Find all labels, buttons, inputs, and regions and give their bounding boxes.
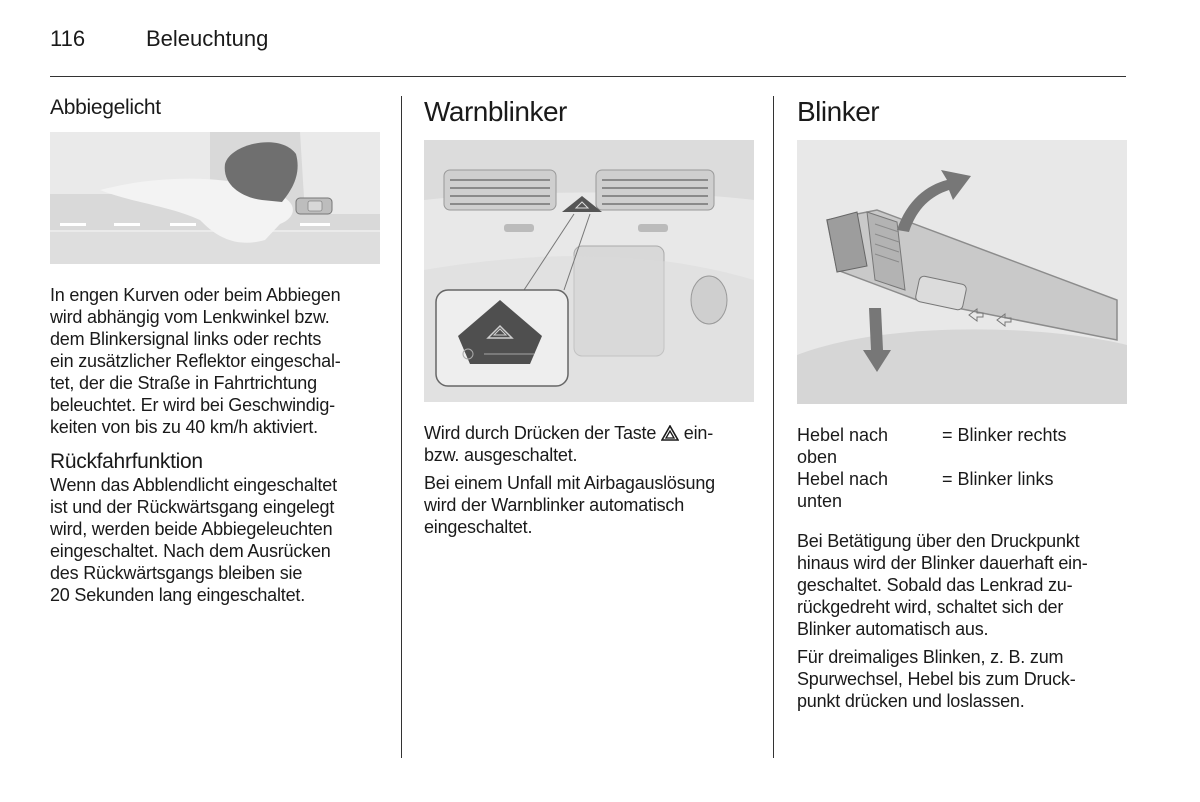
text-line: rückgedreht wird, schaltet sich der: [797, 597, 1064, 617]
heading-rueckfahrfunktion: Rückfahrfunktion: [50, 450, 203, 473]
column-blinker: [797, 96, 1127, 712]
heading-blinker: Blinker: [797, 96, 880, 127]
text-line: wird der Warnblinker automatisch: [424, 495, 685, 515]
table-cell: Hebel nach: [797, 469, 889, 489]
heading-warnblinker: Warnblinker: [424, 96, 567, 127]
text-line: ein zusätzlicher Reflektor eingeschal-: [50, 351, 341, 371]
text-line: Bei einem Unfall mit Airbagauslösung: [424, 473, 715, 493]
text-line: eingeschaltet. Nach dem Ausrücken: [50, 541, 331, 561]
text-line: tet, der die Straße in Fahrtrichtung: [50, 373, 317, 393]
text-line: In engen Kurven oder beim Abbiegen: [50, 285, 341, 305]
hazard-triangle-icon: [661, 425, 679, 441]
paragraph-blinker-2: [797, 646, 1127, 712]
table-cell: = Blinker rechts: [942, 425, 1067, 445]
table-cell: oben: [797, 447, 838, 467]
text-line: bzw. ausgeschaltet.: [424, 445, 578, 465]
paragraph-warnblinker-1: [424, 422, 754, 466]
table-cell: Hebel nach: [797, 425, 889, 445]
table-row-left: [797, 424, 942, 468]
text-line: Wenn das Abblendlicht eingeschaltet: [50, 475, 337, 495]
text-line: ist und der Rückwärtsgang eingelegt: [50, 497, 335, 517]
section-title: Beleuchtung: [146, 26, 269, 51]
column-abbiegelicht: [50, 96, 380, 606]
header-rule: [50, 76, 1126, 77]
text-line: dem Blinkersignal links oder rechts: [50, 329, 322, 349]
table-cell: unten: [797, 491, 843, 511]
text-line: Bei Betätigung über den Druckpunkt: [797, 531, 1080, 551]
text-line: wird abhängig vom Lenkwinkel bzw.: [50, 307, 330, 327]
paragraph-rueckfahrfunktion: [50, 474, 380, 606]
page-header: [50, 26, 268, 52]
column-divider: [401, 96, 402, 758]
heading-abbiegelicht: Abbiegelicht: [50, 96, 161, 119]
text-line: eingeschaltet.: [424, 517, 533, 537]
hazard-button-illustration: [424, 140, 754, 402]
paragraph-blinker-1: [797, 530, 1127, 640]
text-line: punkt drücken und loslassen.: [797, 691, 1025, 711]
text-line: beleuchtet. Er wird bei Geschwindig-: [50, 395, 335, 415]
table-row-left: [797, 468, 942, 512]
text-line: 20 Sekunden lang eingeschaltet.: [50, 585, 306, 605]
column-divider: [773, 96, 774, 758]
turn-signal-lever-illustration: [797, 140, 1127, 404]
text-line: Spurwechsel, Hebel bis zum Druck-: [797, 669, 1076, 689]
table-cell: = Blinker links: [942, 469, 1054, 489]
paragraph-warnblinker-2: [424, 472, 754, 538]
text-line: hinaus wird der Blinker dauerhaft ein-: [797, 553, 1088, 573]
paragraph-abbiegelicht: [50, 284, 380, 438]
column-warnblinker: [424, 96, 754, 538]
text-line: des Rückwärtsgangs bleiben sie: [50, 563, 303, 583]
page-number: 116: [50, 26, 86, 51]
cornering-light-illustration: [50, 132, 380, 264]
text-segment: ein-: [678, 423, 713, 443]
text-line: keiten von bis zu 40 km/h aktiviert.: [50, 417, 318, 437]
text-segment: Wird durch Drücken der Taste: [424, 423, 661, 443]
text-line: Blinker automatisch aus.: [797, 619, 989, 639]
text-line: Für dreimaliges Blinken, z. B. zum: [797, 647, 1064, 667]
lever-function-table: [797, 424, 1127, 512]
text-line: wird, werden beide Abbiegeleuchten: [50, 519, 333, 539]
text-line: [424, 422, 754, 444]
text-line: geschaltet. Sobald das Lenkrad zu-: [797, 575, 1073, 595]
